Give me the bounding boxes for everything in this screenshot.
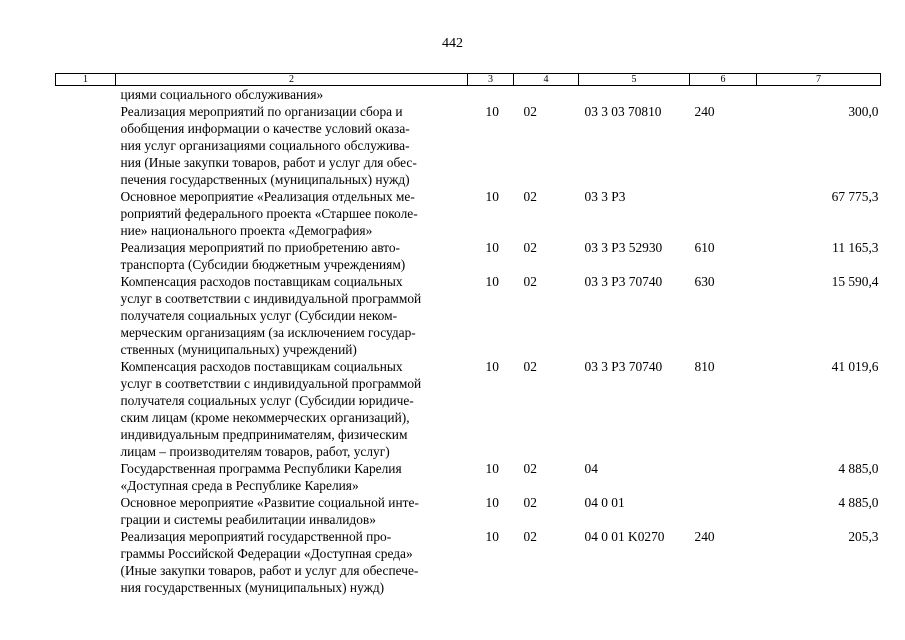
cell-target-code: 04 0 01 <box>584 495 625 510</box>
column-number-6: 6 <box>690 74 757 86</box>
cell-target-code <box>579 86 690 104</box>
budget-table <box>55 73 881 596</box>
name-line: Компенсация расходов поставщикам социальных <box>120 359 403 374</box>
cell-subsection: 02 <box>523 240 537 255</box>
cell-expense-type <box>690 460 757 494</box>
cell-empty <box>56 103 116 188</box>
cell-empty <box>56 188 116 239</box>
cell-name <box>116 103 468 188</box>
cell-subsection: 02 <box>523 104 537 119</box>
name-line: печения государственных (муниципальных) нужд) <box>120 172 410 187</box>
cell-name <box>116 239 468 273</box>
name-line: ским лицам (кроме некоммерческих организаций), <box>120 410 410 425</box>
cell-name <box>116 358 468 460</box>
cell-expense-type <box>690 188 757 239</box>
cell-amount: 300,0 <box>848 104 879 119</box>
cell-subsection: 02 <box>523 274 537 289</box>
cell-target-code: 03 3 P3 70740 <box>584 274 663 289</box>
cell-target-code: 04 0 01 K0270 <box>584 529 665 544</box>
name-line: Государственная программа Республики Карелия <box>120 461 402 476</box>
name-line: Реализация мероприятий по организации сбора и <box>120 104 403 119</box>
cell-empty <box>56 273 116 358</box>
cell-expense-type: 240 <box>694 529 715 544</box>
name-line: ния государственных (муниципальных) нужд) <box>120 580 385 595</box>
cell-amount: 4 885,0 <box>838 495 879 510</box>
table-body <box>56 86 881 597</box>
name-line: обобщения информации о качестве условий оказа- <box>120 121 410 136</box>
column-number-5: 5 <box>579 74 690 86</box>
cell-section: 10 <box>485 240 499 255</box>
name-line: Реализация мероприятий государственной про- <box>120 529 392 544</box>
name-line: «Доступная среда в Республике Карелия» <box>120 478 359 493</box>
name-line: получателя социальных услуг (Субсидии неком- <box>120 308 398 323</box>
cell-section: 10 <box>485 274 499 289</box>
cell-subsection: 02 <box>523 495 537 510</box>
cell-target-code: 03 3 P3 <box>584 189 626 204</box>
name-line: услуг в соответствии с индивидуальной программой <box>120 291 422 306</box>
name-line: грации и системы реабилитации инвалидов» <box>120 512 376 527</box>
cell-target-code: 03 3 P3 70740 <box>584 359 663 374</box>
table-row <box>56 103 881 188</box>
name-line: циями социального обслуживания» <box>120 87 324 102</box>
cell-section: 10 <box>485 189 499 204</box>
name-line: (Иные закупки товаров, работ и услуг для обеспече- <box>120 563 419 578</box>
name-line: мерческим организациям (за исключением государ- <box>120 325 416 340</box>
cell-expense-type: 610 <box>694 240 715 255</box>
name-line: услуг в соответствии с индивидуальной программой <box>120 376 422 391</box>
table-row <box>56 188 881 239</box>
cell-amount: 41 019,6 <box>831 359 879 374</box>
name-line: ния услуг организациями социального обслужива- <box>120 138 410 153</box>
cell-expense-type <box>690 494 757 528</box>
cell-section: 10 <box>485 529 499 544</box>
table-row <box>56 358 881 460</box>
table-row <box>56 460 881 494</box>
cell-subsection: 02 <box>523 359 537 374</box>
cell-subsection <box>514 86 579 104</box>
column-number-3: 3 <box>468 74 514 86</box>
name-line: ственных (муниципальных) учреждений) <box>120 342 357 357</box>
cell-amount: 205,3 <box>848 529 879 544</box>
cell-subsection: 02 <box>523 461 537 476</box>
table-row <box>56 239 881 273</box>
name-line: получателя социальных услуг (Субсидии юридиче- <box>120 393 414 408</box>
page-number: 442 <box>442 36 463 51</box>
cell-section <box>468 86 514 104</box>
cell-empty <box>56 494 116 528</box>
table-row <box>56 273 881 358</box>
cell-empty <box>56 86 116 104</box>
name-line: Основное мероприятие «Развитие социальной инте- <box>120 495 419 510</box>
table-row <box>56 86 881 104</box>
cell-empty <box>56 460 116 494</box>
cell-name <box>116 273 468 358</box>
name-line: индивидуальным предпринимателям, физическим <box>120 427 408 442</box>
cell-expense-type: 240 <box>694 104 715 119</box>
name-line: роприятий федерального проекта «Старшее поколе- <box>120 206 418 221</box>
cell-amount <box>757 86 881 104</box>
cell-amount: 67 775,3 <box>831 189 879 204</box>
name-line: лицам – производителям товаров, работ, услуг) <box>120 444 390 459</box>
cell-name <box>116 86 468 104</box>
column-number-1: 1 <box>56 74 116 86</box>
cell-expense-type: 630 <box>694 274 715 289</box>
cell-target-code: 04 <box>584 461 598 476</box>
column-number-2: 2 <box>116 74 468 86</box>
cell-amount: 11 165,3 <box>832 240 879 255</box>
table-row <box>56 494 881 528</box>
cell-subsection: 02 <box>523 189 537 204</box>
cell-amount: 15 590,4 <box>831 274 879 289</box>
column-number-row <box>56 74 881 86</box>
name-line: Основное мероприятие «Реализация отдельных ме- <box>120 189 415 204</box>
name-line: ние» национального проекта «Демография» <box>120 223 373 238</box>
cell-section: 10 <box>485 495 499 510</box>
cell-name <box>116 494 468 528</box>
cell-expense-type <box>690 86 757 104</box>
cell-target-code: 03 3 P3 52930 <box>584 240 663 255</box>
name-line: транспорта (Субсидии бюджетным учреждениям) <box>120 257 406 272</box>
cell-name <box>116 528 468 596</box>
cell-name <box>116 460 468 494</box>
name-line: Реализация мероприятий по приобретению авто- <box>120 240 401 255</box>
table-row <box>56 528 881 596</box>
cell-empty <box>56 239 116 273</box>
cell-name <box>116 188 468 239</box>
name-line: Компенсация расходов поставщикам социальных <box>120 274 403 289</box>
column-number-4: 4 <box>514 74 579 86</box>
name-line: ния (Иные закупки товаров, работ и услуг для обес- <box>120 155 417 170</box>
cell-section: 10 <box>485 359 499 374</box>
cell-section: 10 <box>485 104 499 119</box>
cell-section: 10 <box>485 461 499 476</box>
cell-expense-type: 810 <box>694 359 715 374</box>
cell-empty <box>56 358 116 460</box>
cell-empty <box>56 528 116 596</box>
cell-target-code: 03 3 03 70810 <box>584 104 662 119</box>
name-line: граммы Российской Федерации «Доступная среда» <box>120 546 413 561</box>
column-number-7: 7 <box>757 74 881 86</box>
cell-amount: 4 885,0 <box>838 461 879 476</box>
cell-subsection: 02 <box>523 529 537 544</box>
